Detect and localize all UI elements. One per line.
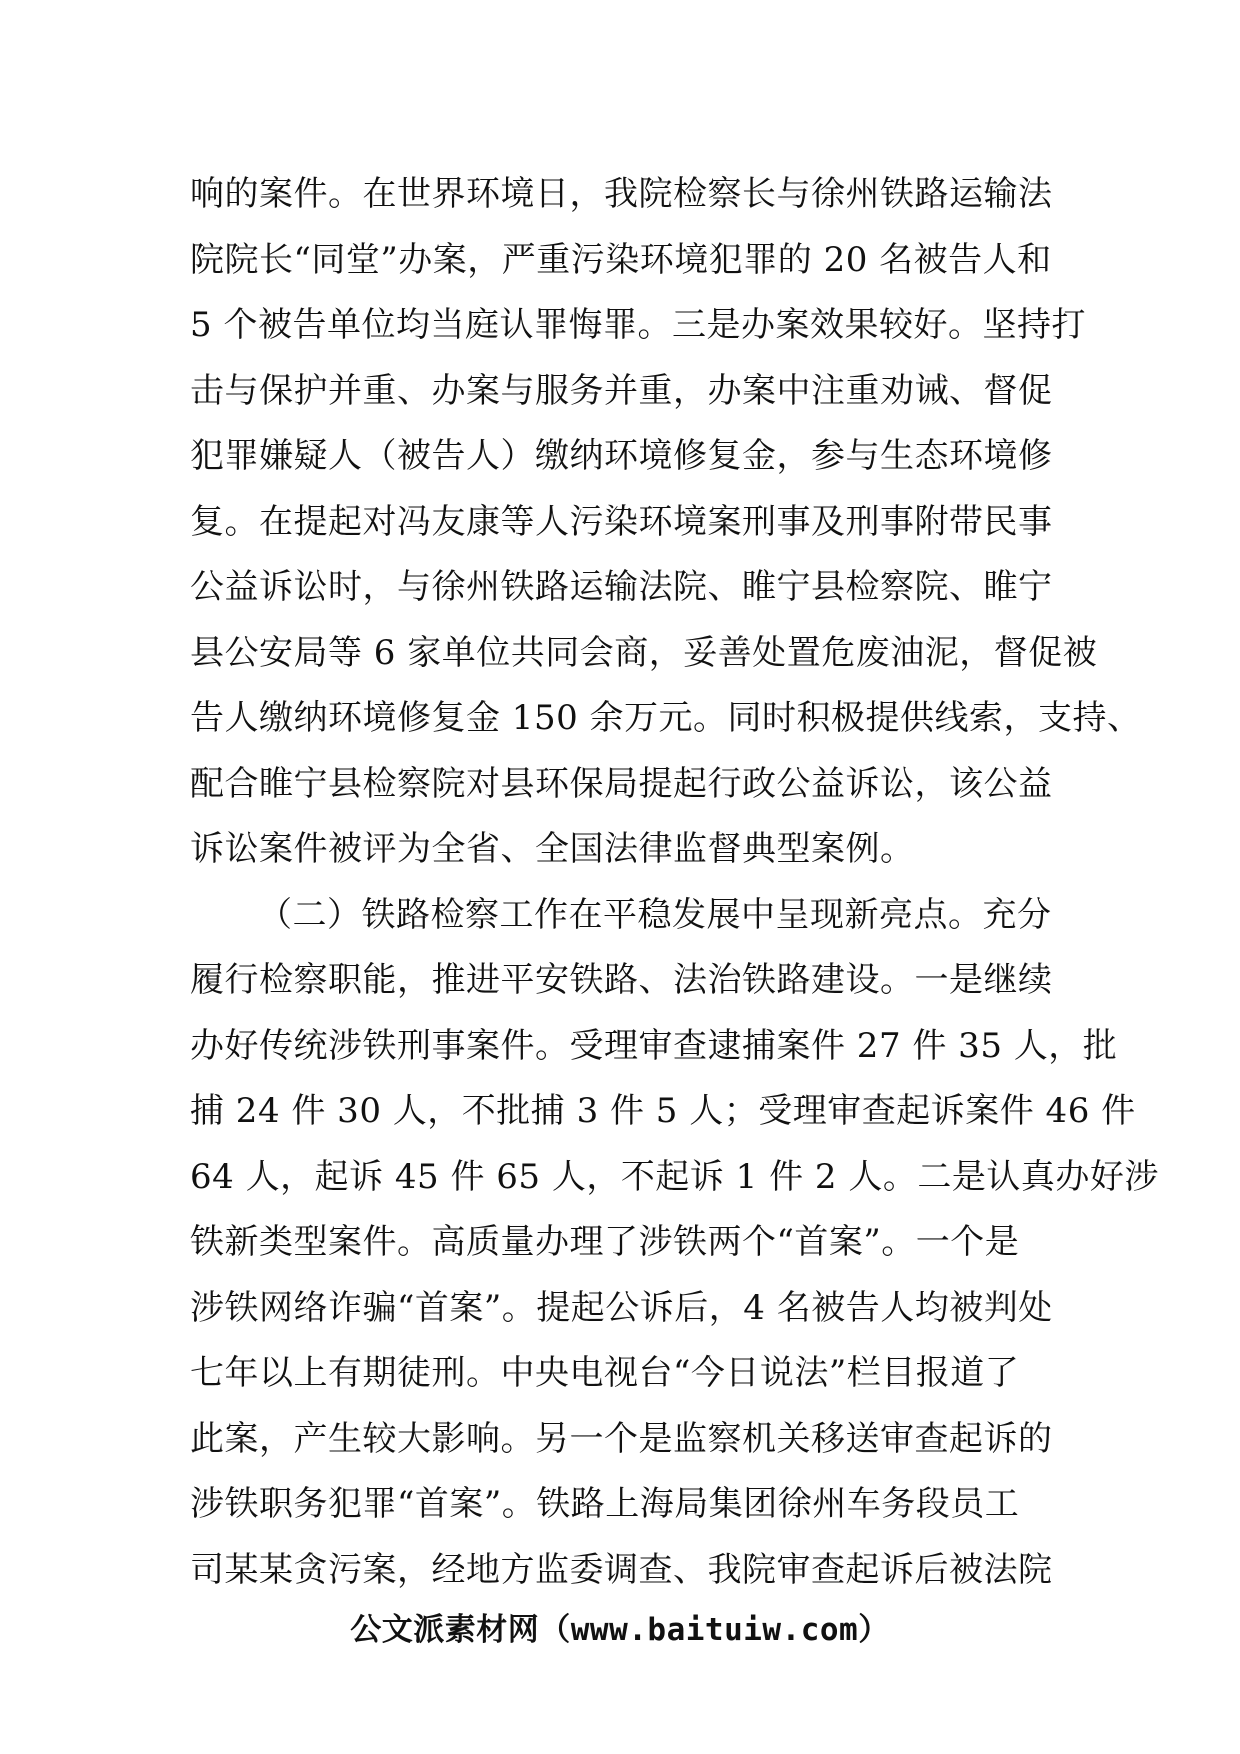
text-line: 此案，产生较大影响。另一个是监察机关移送审查起诉的 <box>190 1418 1053 1459</box>
text-line: 复。在提起对冯友康等人污染环境案刑事及刑事附带民事 <box>190 501 1053 542</box>
text-line: 响的案件。在世界环境日，我院检察长与徐州铁路运输法 <box>190 174 1053 214</box>
text-line: 铁新类型案件。高质量办理了涉铁两个“首案”。一个是 <box>190 1222 1020 1262</box>
text-line: 配合睢宁县检察院对县环保局提起行政公益诉讼，该公益 <box>190 763 1053 804</box>
text-line: 5 个被告单位均当庭认罪悔罪。三是办案效果较好。坚持打 <box>190 305 1086 345</box>
text-line: 履行检察职能，推进平安铁路、法治铁路建设。一是继续 <box>190 960 1053 1000</box>
text-line: 击与保护并重、办案与服务并重，办案中注重劝诫、督促 <box>190 370 1053 411</box>
text-line: 公益诉讼时，与徐州铁路运输法院、睢宁县检察院、睢宁 <box>190 567 1053 607</box>
text-line: 院院长“同堂”办案，严重污染环境犯罪的 20 名被告人和 <box>190 239 1052 280</box>
text-line: 司某某贪污案，经地方监委调查、我院审查起诉后被法院 <box>190 1549 1053 1590</box>
text-line: 涉铁网络诈骗“首案”。提起公诉后，4 名被告人均被判处 <box>190 1287 1053 1328</box>
text-line: 县公安局等 6 家单位共同会商，妥善处置危废油泥，督促被 <box>190 632 1098 673</box>
text-line: 捕 24 件 30 人，不批捕 3 件 5 人；受理审查起诉案件 46 件 <box>190 1091 1136 1131</box>
text-line: 犯罪嫌疑人（被告人）缴纳环境修复金，参与生态环境修 <box>190 436 1053 476</box>
document-body <box>190 162 1159 1603</box>
page-footer: 公文派素材网（www.baituiw.com） <box>350 1612 890 1648</box>
section-heading-line: （二）铁路检察工作在平稳发展中呈现新亮点。充分 <box>258 894 1052 935</box>
text-line: 涉铁职务犯罪“首案”。铁路上海局集团徐州车务段员工 <box>190 1484 1020 1524</box>
text-line: 办好传统涉铁刑事案件。受理审查逮捕案件 27 件 35 人，批 <box>190 1025 1118 1066</box>
text-line: 七年以上有期徒刑。中央电视台“今日说法”栏目报道了 <box>190 1353 1020 1393</box>
text-line: 告人缴纳环境修复金 150 余万元。同时积极提供线索，支持、 <box>190 698 1142 738</box>
text-line: 诉讼案件被评为全省、全国法律监督典型案例。 <box>190 829 915 869</box>
text-line: 64 人，起诉 45 件 65 人，不起诉 1 件 2 人。二是认真办好涉 <box>190 1156 1159 1197</box>
